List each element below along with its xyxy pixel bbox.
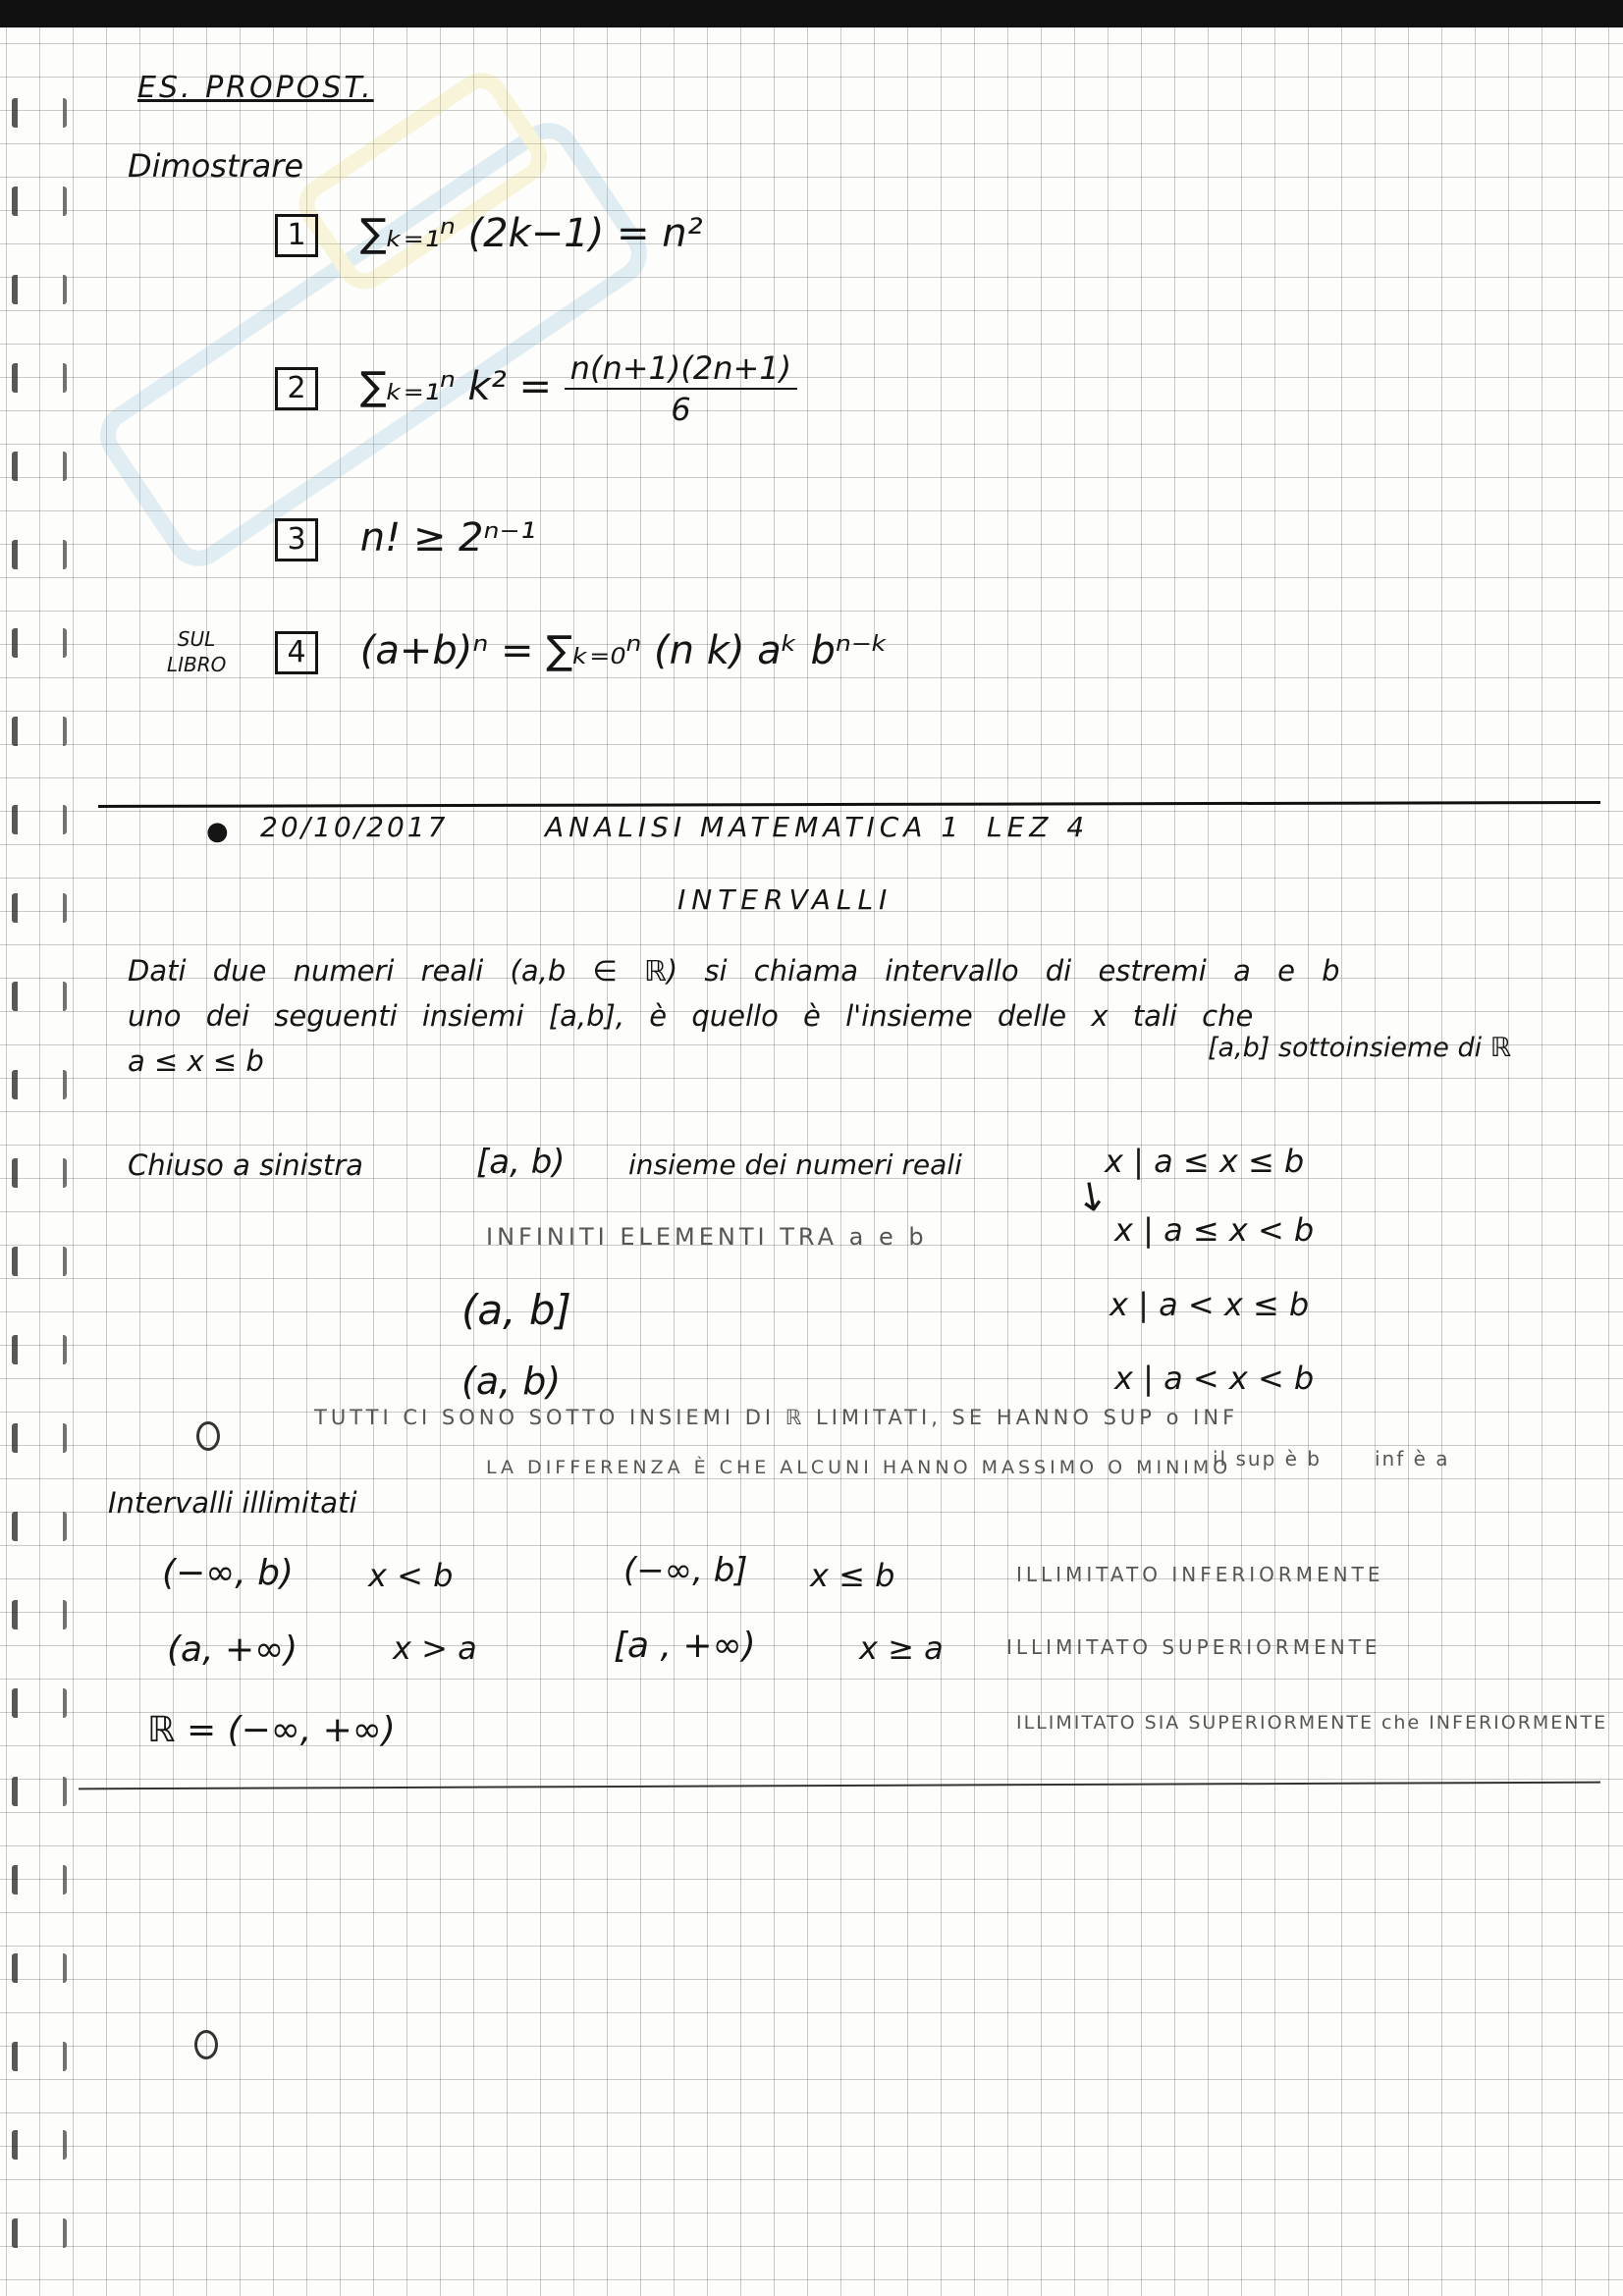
lecture-number: LEZ 4 — [987, 811, 1090, 843]
binding-ring — [12, 363, 67, 393]
unbounded-interval: (−∞, b] — [623, 1551, 748, 1590]
page-top-edge — [0, 0, 1623, 27]
real-line-note: ILLIMITATO SIA SUPERIORMENTE che INFERIORMENTE — [1016, 1712, 1608, 1734]
binding-ring — [12, 1335, 67, 1364]
punch-hole — [194, 2030, 218, 2059]
exercise-4 — [275, 628, 889, 674]
binding-ring — [12, 187, 67, 216]
unbounded-interval: (−∞, b) — [162, 1553, 294, 1593]
unbounded-condition: x < b — [368, 1557, 454, 1594]
definition-line-4: [a,b] sottoinsieme di ℝ — [1208, 1033, 1512, 1063]
unbounded-note: ILLIMITATO INFERIORMENTE — [1016, 1563, 1384, 1586]
exercise-formula: n! ≥ 2ⁿ⁻¹ — [359, 515, 536, 561]
set-open: x | a < x < b — [1114, 1360, 1315, 1397]
binding-ring — [12, 1070, 67, 1099]
fraction-denominator: 6 — [671, 391, 691, 428]
bullet-mark: ● — [206, 817, 229, 846]
binding-ring — [12, 1247, 67, 1276]
unbounded-note: ILLIMITATO SUPERIORMENTE — [1006, 1635, 1381, 1659]
interval-closed-left: [a, b) — [476, 1143, 566, 1182]
exercise-2 — [275, 348, 797, 429]
pale-note-bounded: TUTTI CI SONO SOTTO INSIEMI DI ℝ LIMITATI, SE HANNO SUP o INF — [314, 1406, 1239, 1429]
real-line: ℝ = (−∞, +∞) — [147, 1710, 396, 1750]
set-closed: x | a ≤ x ≤ b — [1105, 1143, 1305, 1180]
closed-left-desc: insieme dei numeri reali — [628, 1148, 962, 1181]
lecture-course: ANALISI MATEMATICA 1 — [545, 811, 964, 843]
end-divider — [79, 1782, 1600, 1790]
pale-note-sup: il sup è b — [1213, 1447, 1322, 1470]
exercise-formula: (a+b)ⁿ = ∑ₖ₌₀ⁿ (n k) aᵏ bⁿ⁻ᵏ — [359, 628, 889, 673]
binding-ring — [12, 452, 67, 481]
exercise-formula: ∑ₖ₌₁ⁿ (2k−1) = n² — [359, 211, 703, 256]
section-divider — [98, 801, 1600, 808]
binding-ring — [12, 805, 67, 834]
fraction-numerator: n(n+1)(2n+1) — [565, 348, 797, 390]
exercise-number: 1 — [275, 214, 318, 257]
binding-ring — [12, 2042, 67, 2071]
binding-ring — [12, 1600, 67, 1629]
binding-ring — [12, 982, 67, 1011]
unbounded-condition: x ≥ a — [859, 1629, 944, 1667]
pale-note-infinite: INFINITI ELEMENTI TRA a e b — [486, 1223, 928, 1251]
binding-ring — [12, 1158, 67, 1188]
interval-closed-right: (a, b] — [461, 1286, 571, 1334]
spiral-binding — [0, 59, 69, 2277]
exercise-1 — [275, 211, 703, 257]
binding-ring — [12, 1777, 67, 1806]
binding-ring — [12, 1688, 67, 1718]
binding-ring — [12, 628, 67, 658]
closed-left-label: Chiuso a sinistra — [128, 1148, 363, 1182]
unbounded-condition: x > a — [393, 1629, 477, 1667]
pale-note-difference: LA DIFFERENZA È CHE ALCUNI HANNO MASSIMO O MINIMO — [486, 1457, 1232, 1478]
definition-line-2: uno dei seguenti insiemi [a,b], è quello è l'insieme delle x tali che — [128, 999, 1254, 1033]
binding-ring — [12, 717, 67, 746]
exercises-intro: Dimostrare — [128, 147, 304, 185]
interval-open: (a, b) — [461, 1360, 562, 1403]
binding-ring — [12, 2218, 67, 2248]
exercise-3 — [275, 515, 536, 561]
exercise-number: 3 — [275, 518, 318, 561]
exercises-heading: ES. PROPOST. — [137, 71, 374, 105]
lecture-date: 20/10/2017 — [260, 811, 449, 843]
exercise-number: 4 — [275, 631, 318, 674]
lecture-title: INTERVALLI — [677, 883, 893, 916]
binding-ring — [12, 893, 67, 923]
exercise-formula-lhs: ∑ₖ₌₁ⁿ k² = — [359, 364, 552, 409]
unbounded-heading: Intervalli illimitati — [108, 1486, 357, 1520]
exercise-fraction — [565, 348, 797, 429]
exercise-number: 2 — [275, 367, 318, 410]
definition-line-1: Dati due numeri reali (a,b ∈ ℝ) si chiama intervallo di estremi a e b — [128, 954, 1340, 988]
binding-ring — [12, 2130, 67, 2160]
set-closed-right: x | a < x ≤ b — [1109, 1286, 1310, 1323]
side-note-sul-libro: SUL LIBRO — [167, 627, 227, 676]
unbounded-interval: [a , +∞) — [614, 1626, 756, 1666]
binding-ring — [12, 1953, 67, 1983]
set-closed-left: x | a ≤ x < b — [1114, 1211, 1315, 1249]
definition-line-3: a ≤ x ≤ b — [128, 1044, 264, 1078]
unbounded-condition: x ≤ b — [810, 1557, 895, 1594]
punch-hole — [196, 1421, 220, 1451]
binding-ring — [12, 540, 67, 569]
binding-ring — [12, 98, 67, 128]
unbounded-interval: (a, +∞) — [167, 1629, 298, 1670]
arrow-icon: ↘ — [1064, 1167, 1118, 1224]
binding-ring — [12, 1423, 67, 1453]
binding-ring — [12, 275, 67, 304]
binding-ring — [12, 1865, 67, 1895]
pale-note-inf: inf è a — [1375, 1447, 1450, 1470]
binding-ring — [12, 1512, 67, 1541]
